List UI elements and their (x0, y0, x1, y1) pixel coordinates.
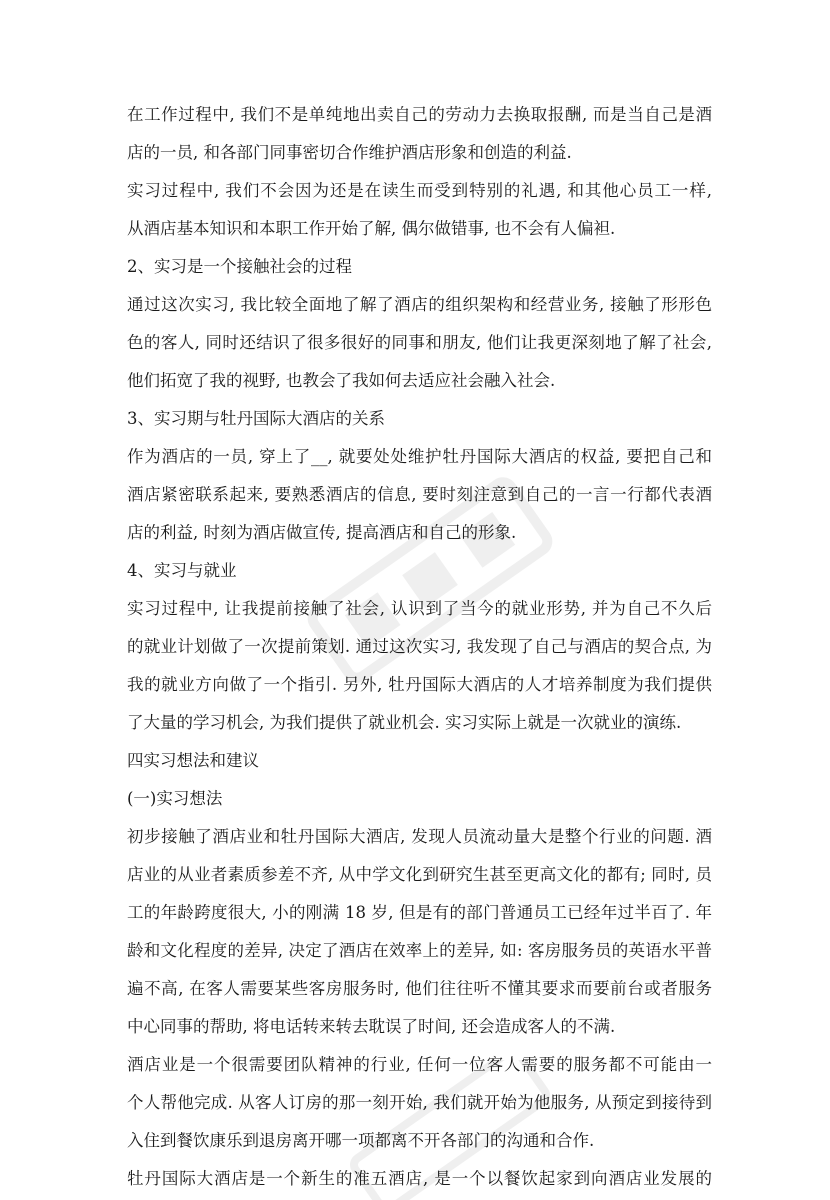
text-line: 了大量的学习机会, 为我们提供了就业机会. 实习实际上就是一次就业的演练. (127, 713, 682, 732)
text-line: 从酒店基本知识和本职工作开始了解, 偶尔做错事, 也不会有人偏袒. (127, 219, 616, 238)
text-line: 个人帮他完成. 从客人订房的那一刻开始, 我们就开始为他服务, 从预定到接待到 (127, 1093, 712, 1112)
section-heading: 2、实习是一个接触社会的过程 (127, 257, 352, 276)
section-heading: 4、实习与就业 (127, 561, 237, 580)
text-line: 工的年龄跨度很大, 小的刚满 18 岁, 但是有的部门普通员工已经年过半百了. 年 (127, 903, 712, 922)
text-line: 的就业计划做了一次提前策划. 通过这次实习, 我发现了自己与酒店的契合点, 为 (127, 637, 712, 656)
text-line: 通过这次实习, 我比较全面地了解了酒店的组织架构和经营业务, 接触了形形色 (127, 295, 712, 314)
text-line: 中心同事的帮助, 将电话转来转去耽误了时间, 还会造成客人的不满. (127, 1017, 616, 1036)
text-line: 酒店紧密联系起来, 要熟悉酒店的信息, 要时刻注意到自己的一言一行都代表酒 (127, 485, 712, 504)
text-line: 龄和文化程度的差异, 决定了酒店在效率上的差异, 如: 客房服务员的英语水平普 (127, 941, 712, 960)
text-line: 牡丹国际大酒店是一个新生的准五酒店, 是一个以餐饮起家到向酒店业发展的 (127, 1169, 712, 1188)
section-heading: 3、实习期与牡丹国际大酒店的关系 (127, 409, 385, 428)
subsection-heading: (一)实习想法 (127, 789, 223, 808)
text-line: 酒店业是一个很需要团队精神的行业, 任何一位客人需要的服务都不可能由一 (127, 1055, 712, 1074)
text-line: 我的就业方向做了一个指引. 另外, 牡丹国际大酒店的人才培养制度为我们提供 (127, 675, 712, 694)
text-line: 实习过程中, 我们不会因为还是在读生而受到特别的礼遇, 和其他心员工一样, (127, 181, 712, 200)
text-line: 店的一员, 和各部门同事密切合作维护酒店形象和创造的利益. (127, 143, 572, 162)
text-line: 他们拓宽了我的视野, 也教会了我如何去适应社会融入社会. (127, 371, 556, 390)
text-line: 店的利益, 时刻为酒店做宣传, 提高酒店和自己的形象. (127, 523, 517, 542)
text-line: 在工作过程中, 我们不是单纯地出卖自己的劳动力去换取报酬, 而是当自己是酒 (127, 105, 712, 124)
section-heading: 四实习想法和建议 (127, 751, 259, 770)
text-line: 色的客人, 同时还结识了很多很好的同事和朋友, 他们让我更深刻地了解了社会, (127, 333, 712, 352)
text-line: 初步接触了酒店业和牡丹国际大酒店, 发现人员流动量大是整个行业的问题. 酒 (127, 827, 712, 846)
text-line: 遍不高, 在客人需要某些客房服务时, 他们往往听不懂其要求而要前台或者服务 (127, 979, 712, 998)
text-line: 店业的从业者素质参差不齐, 从中学文化到研究生甚至更高文化的都有; 同时, 员 (127, 865, 712, 884)
text-line: 入住到餐饮康乐到退房离开哪一项都离不开各部门的沟通和合作. (127, 1131, 595, 1150)
text-line: 作为酒店的一员, 穿上了__, 就要处处维护牡丹国际大酒店的权益, 要把自己和 (127, 447, 712, 466)
text-line: 实习过程中, 让我提前接触了社会, 认识到了当今的就业形势, 并为自己不久后 (127, 599, 712, 618)
